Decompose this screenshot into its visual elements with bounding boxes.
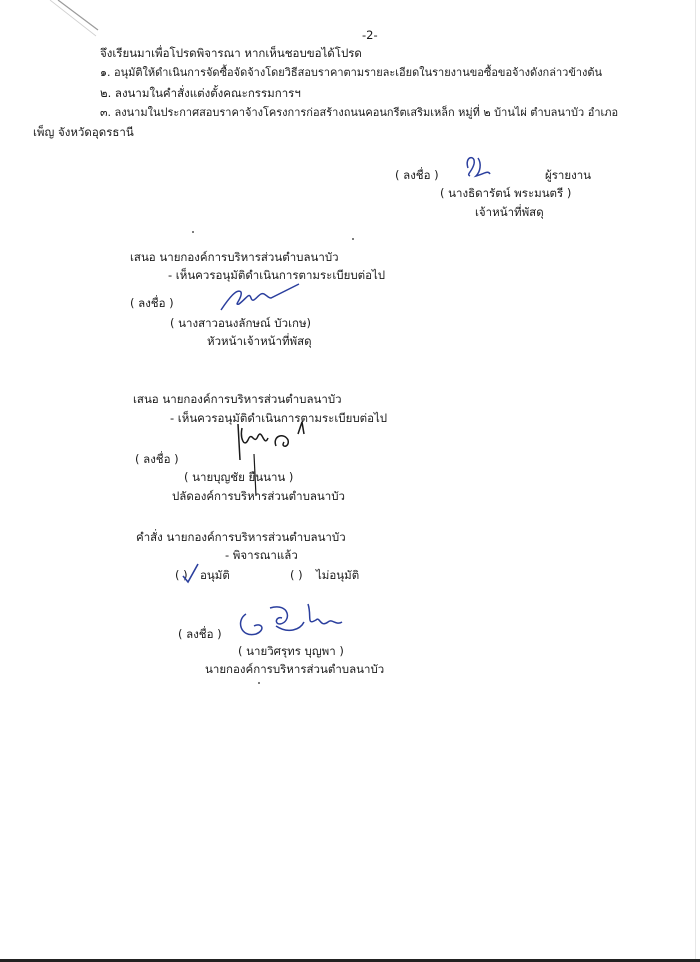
reject-label: ไม่อนุมัติ xyxy=(316,568,360,582)
reporter-position: เจ้าหน้าที่พัสดุ xyxy=(475,205,544,219)
ink-speck xyxy=(192,231,194,233)
approve-label: อนุมัติ xyxy=(200,568,230,582)
order-signature xyxy=(236,600,346,640)
order-position: นายกองค์การบริหารส่วนตำบลนาบัว xyxy=(205,662,385,676)
page-number: -2- xyxy=(362,28,378,42)
block1-propose: เสนอ นายกองค์การบริหารส่วนตำบลนาบัว xyxy=(130,250,339,264)
approve-checkbox: ( ) xyxy=(175,568,188,582)
ink-speck xyxy=(352,238,354,240)
reporter-role: ผู้รายงาน xyxy=(545,168,592,182)
item-3: ๓. ลงนามในประกาศสอบราคาจ้างโครงการก่อสร้างถนนคอนกรีตเสริมเหล็ก หมู่ที่ ๒ บ้านไผ่ ตำบลนาบัว อำเภอ xyxy=(100,106,619,119)
item-2: ๒. ลงนามในคำสั่งแต่งตั้งคณะกรรมการฯ xyxy=(100,86,301,100)
block2-name: ( นายบุญชัย ยืนนาน ) xyxy=(184,470,294,484)
intro-line: จึงเรียนมาเพื่อโปรดพิจารณา หากเห็นชอบขอได้โปรด xyxy=(100,46,362,60)
order-considered: - พิจารณาแล้ว xyxy=(225,548,298,562)
block1-opinion: - เห็นควรอนุมัติดำเนินการตามระเบียบต่อไป xyxy=(168,268,386,282)
block2-sign-label: ( ลงชื่อ ) xyxy=(135,452,179,466)
order-sign-label: ( ลงชื่อ ) xyxy=(178,627,222,641)
reporter-signature xyxy=(460,150,510,185)
order-heading: คำสั่ง นายกองค์การบริหารส่วนตำบลนาบัว xyxy=(136,530,346,544)
ink-speck xyxy=(258,682,260,684)
item-1: ๑. อนุมัติให้ดำเนินการจัดซื้อจัดจ้างโดยวิธีสอบราคาตามรายละเอียดในรายงานขอซื้อขอจ้างดังกล่าวข้างต้น xyxy=(100,66,603,79)
scan-edge-line xyxy=(695,0,696,962)
block1-sign-label: ( ลงชื่อ ) xyxy=(130,296,174,310)
approve-checkmark-icon xyxy=(180,562,200,584)
block2-signature xyxy=(232,418,322,498)
reporter-sign-label: ( ลงชื่อ ) xyxy=(395,168,439,182)
block2-position: ปลัดองค์การบริหารส่วนตำบลนาบัว xyxy=(172,489,346,503)
reporter-name: ( นางธิดารัตน์ พระมนตรี ) xyxy=(440,186,572,200)
block1-name: ( นางสาวอนงลักษณ์ บัวเกษ) xyxy=(170,316,312,330)
block1-position: หัวหน้าเจ้าหน้าที่พัสดุ xyxy=(207,334,312,348)
order-name: ( นายวิศรุทร บุญพา ) xyxy=(238,644,344,658)
block2-opinion: - เห็นควรอนุมัติดำเนินการตามระเบียบต่อไป xyxy=(170,411,388,425)
folded-corner-mark xyxy=(0,0,110,60)
reject-checkbox: ( ) xyxy=(290,568,303,582)
block2-propose: เสนอ นายกองค์การบริหารส่วนตำบลนาบัว xyxy=(133,392,342,406)
item-3-continued: เพ็ญ จังหวัดอุดรธานี xyxy=(33,125,134,139)
block1-signature xyxy=(215,284,305,314)
